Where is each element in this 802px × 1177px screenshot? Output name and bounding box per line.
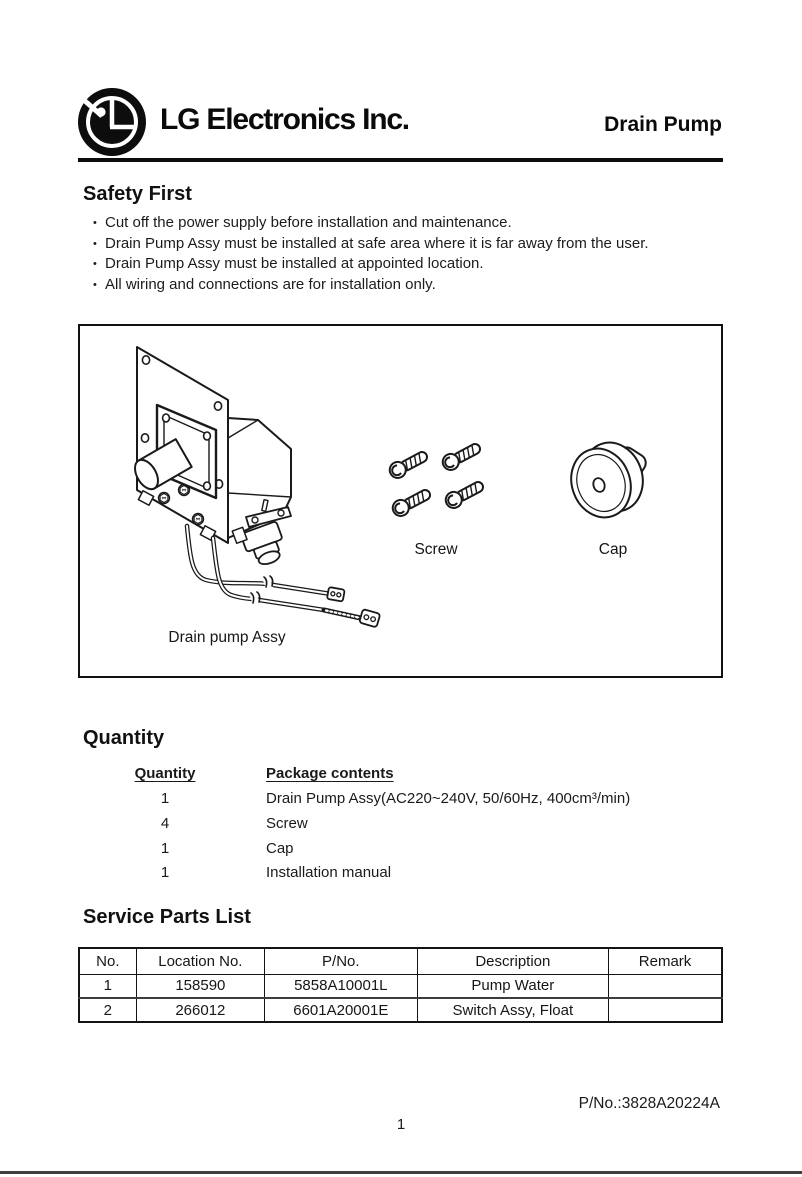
parts-cell: 266012 [136, 998, 264, 1022]
safety-item-text: All wiring and connections are for installation only. [105, 276, 436, 294]
bullet-dot: • [93, 258, 97, 271]
parts-cell [609, 974, 722, 998]
quantity-heading: Quantity [83, 727, 165, 749]
package-item: Cap [266, 840, 294, 857]
page-number: 1 [396, 1116, 406, 1133]
pump-drawing [130, 347, 380, 627]
parts-header-cell: Location No. [136, 948, 264, 974]
safety-heading: Safety First [83, 183, 192, 205]
parts-cell: 6601A20001E [265, 998, 417, 1022]
document-part-number: P/No.:3828A20224A [578, 1095, 720, 1112]
quantity-value: 1 [160, 790, 170, 807]
parts-header-cell: No. [79, 948, 136, 974]
safety-item [93, 234, 733, 255]
quantity-value: 4 [160, 815, 170, 832]
quantity-value: 1 [160, 840, 170, 857]
cap-label: Cap [598, 541, 628, 558]
quantity-value: 1 [160, 864, 170, 881]
parts-cell: 158590 [136, 974, 264, 998]
safety-item [93, 254, 733, 275]
safety-list [93, 213, 733, 296]
package-item: Drain Pump Assy(AC220~240V, 50/60Hz, 400cm³/min) [266, 790, 631, 807]
parts-cell [609, 998, 722, 1022]
screw-label: Screw [414, 541, 458, 558]
safety-item-text: Drain Pump Assy must be installed at safe area where it is far away from the user. [105, 234, 649, 252]
bullet-dot: • [93, 237, 97, 250]
safety-item-text: Cut off the power supply before installation and maintenance. [105, 214, 512, 231]
lg-logo-icon [76, 86, 148, 158]
page-bottom-divider [0, 1171, 802, 1174]
cap-drawing [562, 434, 652, 526]
quantity-column-header: Quantity [134, 765, 196, 782]
parts-cell: 2 [79, 998, 136, 1022]
bullet-dot: • [93, 279, 97, 292]
parts-cell: 5858A10001L [265, 974, 417, 998]
parts-header-cell: Remark [609, 948, 722, 974]
parts-header-cell: Description [417, 948, 609, 974]
service-parts-heading: Service Parts List [83, 906, 251, 928]
parts-row [79, 974, 722, 998]
brand-title: LG Electronics Inc. [160, 103, 409, 136]
safety-item [93, 213, 733, 234]
header-divider [78, 158, 723, 162]
parts-header-cell: P/No. [265, 948, 417, 974]
parts-cell: Pump Water [417, 974, 609, 998]
parts-cell: 1 [79, 974, 136, 998]
package-item: Screw [266, 815, 308, 832]
parts-row [79, 998, 722, 1022]
safety-item [93, 275, 733, 296]
bullet-dot: • [93, 217, 97, 229]
parts-cell: Switch Assy, Float [417, 998, 609, 1022]
screws-drawing [387, 440, 486, 519]
package-item: Installation manual [266, 864, 392, 881]
safety-item-text: Drain Pump Assy must be installed at appointed location. [105, 255, 484, 273]
drain-pump-assy-label: Drain pump Assy [168, 629, 286, 646]
package-contents-column-header: Package contents [266, 765, 394, 782]
drain-pump-illustration [80, 326, 721, 676]
service-parts-table [78, 947, 723, 1023]
document-title: Drain Pump [604, 113, 722, 136]
parts-header-row [79, 948, 722, 974]
package-contents-figure [78, 324, 723, 678]
